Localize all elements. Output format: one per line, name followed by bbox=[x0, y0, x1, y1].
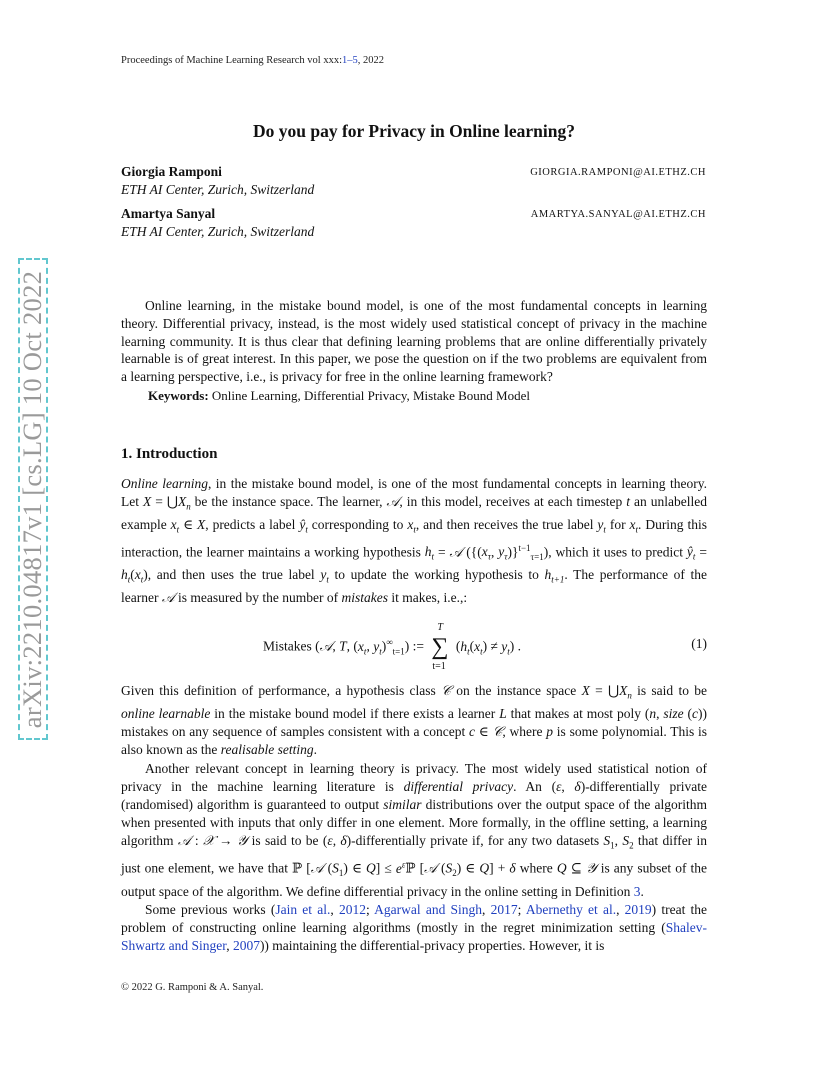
author-affiliation: ETH AI Center, Zurich, Switzerland bbox=[121, 182, 315, 197]
citation-link[interactable]: Agarwal and Singh bbox=[374, 901, 483, 917]
author-email: GIORGIA.RAMPONI@AI.ETHZ.CH bbox=[530, 167, 706, 178]
author-email: AMARTYA.SANYAL@AI.ETHZ.CH bbox=[530, 209, 706, 220]
citation-year-link[interactable]: 2017 bbox=[490, 901, 518, 917]
equation-1 bbox=[121, 620, 707, 670]
equation-body: Mistakes (𝒜, T, ($x_t$, $y_t)^\infty_{t=1}$) := ∑ T t=1 $(h_t(x_t) \ne y_t)$ . bbox=[263, 622, 522, 672]
citation-link[interactable]: Abernethy et al. bbox=[525, 901, 617, 917]
arxiv-identifier: arXiv:2210.04817v1 [cs.LG] 10 Oct 2022 bbox=[17, 270, 48, 728]
abstract bbox=[121, 297, 707, 405]
definition-paragraph: Given this definition of performance, a hypothesis class 𝒞 on the instance space $X = ⋃X_n$ is said to be online learnable in the mistake bound model if there exists a learner L that makes at most poly (n, size (c)) mistakes on any sequence of samples consistent with a concept c ∈ 𝒞, where p is some polynomial. This is also known as the realisable setting. Another relevant concept in learning theory is privacy. The most widely used statistical notion of privacy in the machine learning literature is differential privacy. An (ε, δ)-differentially private (randomised) algorithm is guaranteed to output similar distributions over the output space of the algorithm when presented with inputs that only differ in one element. More formally, in the offline setting, a learning algorithm 𝒜 : 𝒳 → 𝒴 is said to be (ε, δ)-differentially private if, for any two datasets $S_1$, $S_2$ that differ in just one element, we have that ℙ [𝒜 $(S_1)$ ∈ $Q] \le e^\varepsilon ℙ$ [𝒜 $(S_2)$ ∈ Q] + δ where Q ⊆ 𝒴 is any subset of the output space of the algorithm. We define differential privacy in the online setting in Definition 3. Some previous works (Jain et al., 2012; Agarwal and Singh, 2017; Abernethy et al., 2019) treat the problem of constructing online learning algorithms (mostly in the regret minimization setting (Shalev-Shwartz and Singer, 2007)) maintaining the differential-privacy properties. However, it is bbox=[121, 682, 707, 955]
definition-link[interactable]: 3 bbox=[633, 883, 641, 899]
author-name: Amartya Sanyal bbox=[121, 206, 216, 221]
related-work-paragraph: Some previous works (Jain et al., 2012; Agarwal and Singh, 2017; Abernethy et al., 2019) treat the problem of constructing online learning algorithms (mostly in the regret minimization setting (Shalev-Shwartz and Singer, 2007)) maintaining the differential-privacy properties. However, it is bbox=[121, 901, 708, 954]
citation-link[interactable]: Shalev-Shwartz and Singer bbox=[121, 920, 707, 954]
paper-title: Do you pay for Privacy in Online learning? bbox=[253, 121, 575, 141]
running-header: Proceedings of Machine Learning Research vol xxx:1–5, 2022 bbox=[121, 55, 385, 66]
privacy-paragraph: Another relevant concept in learning theory is privacy. The most widely used statistical notion of privacy in the machine learning literature is differential privacy. An (ε, δ)-differentially private (randomised) algorithm is guaranteed to output similar distributions over the output space of the algorithm when presented with inputs that only differ in one element. More formally, in the offline setting, a learning algorithm 𝒜 : 𝒳 → 𝒴 is said to be (ε, δ)-differentially private if, for any two datasets $S_1$, $S_2$ that differ in just one element, we have that ℙ [𝒜 $(S_1)$ ∈ $Q] \le e^\varepsilon ℙ$ [𝒜 $(S_2)$ ∈ Q] + δ where Q ⊆ 𝒴 is any subset of the output space of the algorithm. We define differential privacy in the online setting in Definition 3. bbox=[121, 760, 708, 899]
copyright-footer: © 2022 G. Ramponi & A. Sanyal. bbox=[121, 982, 264, 993]
pages-link[interactable]: 1–5 bbox=[342, 55, 358, 66]
section-heading: 1. Introduction bbox=[121, 446, 218, 462]
citation-year-link[interactable]: 2007 bbox=[232, 938, 260, 954]
keywords: Keywords: Online Learning, Differential Privacy, Mistake Bound Model bbox=[148, 387, 530, 403]
abstract-text: Online learning, in the mistake bound model, is one of the most fundamental concepts in learning theory. Differential privacy, instead, is the most widely used statistical concept of privacy in the machine learning community. It is thus clear that defining learning problems that are online differentially privately learnable is of great interest. In this paper, we pose the question on if the two problems are equivalent from a learning perspective, i.e., is privacy for free in the online learning framework? bbox=[121, 298, 707, 385]
equation-number: (1) bbox=[691, 636, 707, 651]
author-block-2 bbox=[121, 205, 314, 241]
summation-symbol: ∑ T t=1 bbox=[431, 622, 449, 672]
citation-year-link[interactable]: 2019 bbox=[624, 901, 652, 917]
author-affiliation: ETH AI Center, Zurich, Switzerland bbox=[121, 224, 315, 239]
author-block-1 bbox=[121, 163, 314, 199]
arxiv-stamp bbox=[18, 258, 48, 740]
author-name: Giorgia Ramponi bbox=[121, 164, 222, 179]
citation-link[interactable]: Jain et al. bbox=[275, 901, 331, 917]
intro-paragraph: Online learning, in the mistake bound model, is one of the most fundamental concepts in learning theory. Let $X = ⋃X_n$ be the instance space. The learner, 𝒜, in this model, receives at each timestep t an unlabelled example $x_t$ ∈ X, predicts a label $ŷ_t$ corresponding to $x_t$, and then receives the true label $y_t$ for $x_t$. During this interaction, the learner maintains a working hypothesis $h_t$ = 𝒜 ({($x_\tau$, $y_\tau)\}^{t-1}_{\tau=1}$), which it uses to predict $ŷ_t = h_t(x_t)$, and then uses the true label $y_t$ to update the working hypothesis to $h_{t+1}$. The performance of the learner 𝒜 is measured by the number of mistakes it makes, i.e.,: bbox=[121, 476, 707, 606]
citation-year-link[interactable]: 2012 bbox=[338, 901, 366, 917]
